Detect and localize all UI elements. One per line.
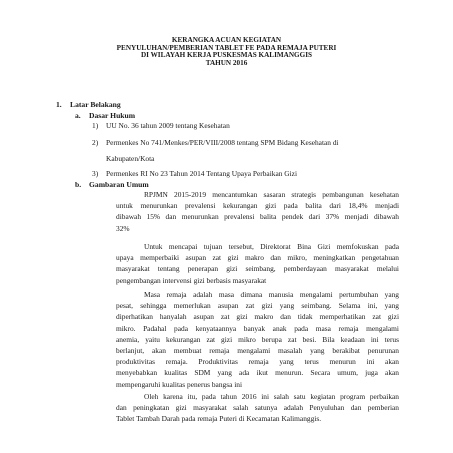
paragraph-line: pengembangan intervensi gizi berbasis masyarakat: [116, 275, 267, 285]
paragraph-line: masyarakat tentang penerapan gizi seimbang, pemberdayaan masyarakat melalui: [116, 264, 399, 274]
paragraph-line: mikro. Padahal pada kenyataannya banyak anak pada masa remaja mengalami: [116, 323, 399, 333]
paragraph-line: RPJMN 2015-2019 mencantumkan sasaran strategis pembangunan kesehatan: [144, 190, 399, 199]
paragraph-line: dibawah 15% dan menurunkan prevalensi balita pendek dari 37% menjadi dibawah: [116, 212, 399, 222]
list-item-text: UU No. 36 tahun 2009 tentang Kesehatan: [106, 121, 230, 130]
list-item-number: 1): [92, 121, 99, 130]
section-title: Latar Belakang: [70, 100, 121, 109]
subsection-number: a.: [75, 111, 81, 120]
section-heading-latar-belakang: [56, 100, 121, 109]
paragraph-line: Masa remaja adalah masa dimana manusia mengalami pertumbuhan yang: [144, 290, 399, 299]
title-line-1: KERANGKA ACUAN KEGIATAN: [171, 36, 282, 44]
paragraph-line: menyebabkan kualitas SDM yang ada ikut menurun. Secara umum, juga akan: [116, 368, 399, 378]
paragraph-line: upaya memperbaiki asupan zat gizi makro dan mikro, meningkatkan pengetahuan: [116, 253, 399, 263]
list-item-text: Permenkes RI No 23 Tahun 2014 Tentang Upaya Perbaikan Gizi: [106, 169, 298, 178]
title-line-4: TAHUN 2016: [205, 58, 248, 67]
title-line-2: PENYULUHAN/PEMBERIAN TABLET FE PADA REMAJA PUTERI: [116, 43, 337, 52]
list-item: [92, 138, 339, 164]
list-item-number: 2): [92, 138, 99, 147]
paragraph-line: untuk menurunkan prevalensi kekurangan gizi pada balita dari 18,4% menjadi: [116, 201, 399, 211]
subsection-number: b.: [75, 180, 82, 189]
paragraph-line: anemia, yaitu kekurangan zat gizi mikro berupa zat besi. Bila keadaan ini terus: [116, 334, 399, 344]
list-item: [92, 121, 230, 131]
list-item-text: Permenkes No 741/Menkes/PER/VIII/2008 tentang SPM Bidang Kesehatan di: [106, 138, 339, 147]
subsection-heading-gambaran-umum: [75, 180, 149, 189]
list-item: [92, 169, 297, 179]
subsection-title: Dasar Hukum: [89, 111, 136, 120]
paragraph-line: 32%: [116, 223, 130, 233]
section-number: 1.: [56, 100, 62, 109]
paragraph-line: produktivitas remaja. Produktivitas remaja yang terus menurun ini akan: [116, 357, 399, 367]
paragraph-oleh-karena-itu: [116, 391, 399, 425]
paragraph-line: Tablet Tambah Darah pada remaja Puteri di Kecamatan Kalimanggis.: [116, 414, 322, 424]
paragraph-line: Untuk mencapai tujuan tersebut, Direktorat Bina Gizi memfokuskan pada: [144, 242, 399, 251]
document-title: [40, 37, 413, 67]
title-line-3: DI WILAYAH KERJA PUSKESMAS KALIMANGGIS: [140, 51, 313, 60]
paragraph-masa-remaja: [116, 289, 399, 390]
subsection-title: Gambaran Umum: [89, 180, 149, 189]
paragraph-line: dan peningkatan gizi masyarakat salah satunya adalah Penyuluhan dan pemberian: [116, 403, 399, 413]
list-item-number: 3): [92, 169, 99, 178]
paragraph-line: mempengaruhi kualitas penerus bangsa ini: [116, 379, 243, 389]
paragraph-direktorat: [116, 241, 399, 286]
paragraph-line: pesat, sehingga memerlukan asupan zat gizi yang seimbang. Selama ini, yang: [116, 301, 399, 311]
paragraph-line: Oleh karena itu, pada tahun 2016 ini salah satu kegiatan program perbaikan: [144, 392, 399, 401]
paragraph-line: diperhatikan hanyalah asupan zat gizi makro dan tidak memperhatikan zat gizi: [116, 312, 399, 322]
subsection-heading-dasar-hukum: [75, 111, 135, 120]
paragraph-line: berlanjut, akan membuat remaja mengalami masalah yang berakibat penurunan: [116, 346, 399, 356]
paragraph-rpjmn: [116, 189, 399, 234]
list-item-continuation: Kabupaten/Kota: [106, 154, 155, 163]
